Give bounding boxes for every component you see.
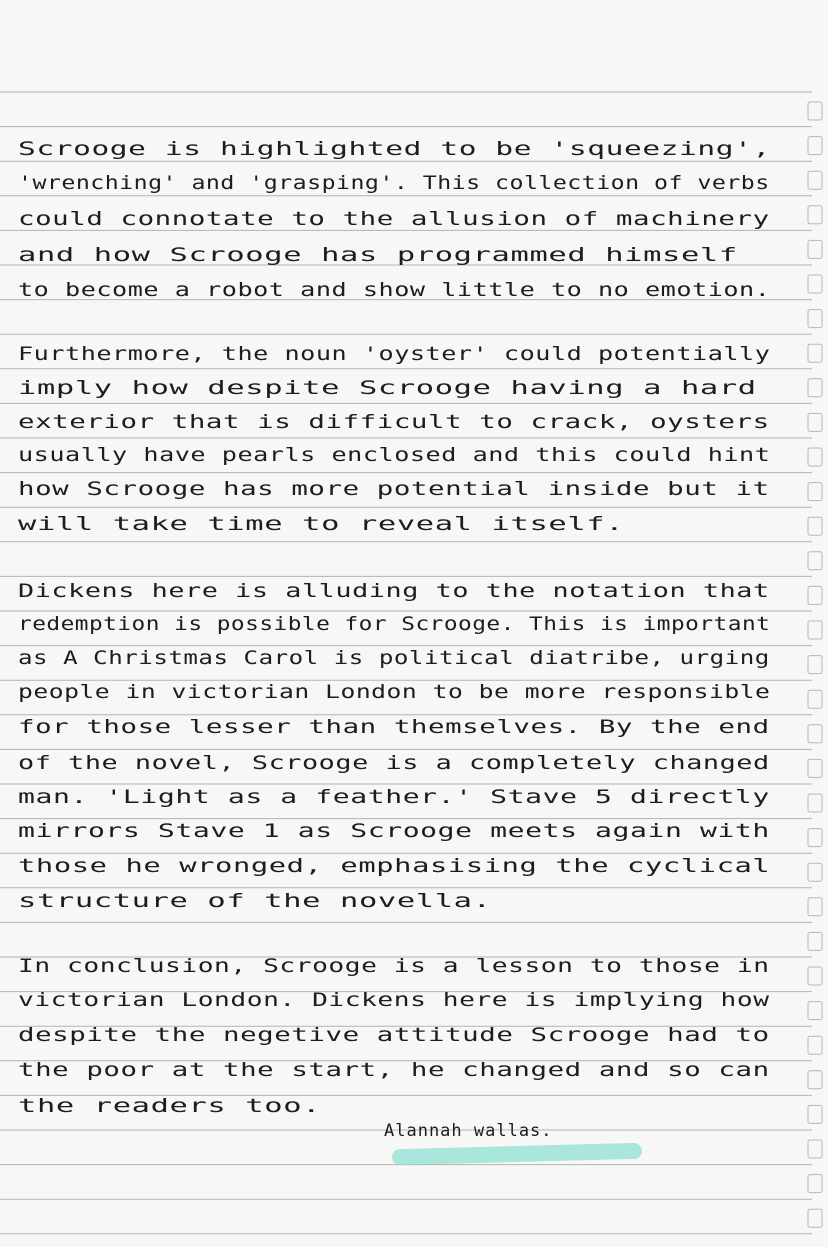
page-tab-mark	[808, 759, 822, 777]
page-tab-mark	[808, 1209, 822, 1227]
page-tab-mark	[808, 829, 822, 847]
page-tab-mark	[808, 310, 822, 328]
essay-line: In conclusion, Scrooge is a lesson to those in	[18, 955, 770, 977]
page-tab-mark	[808, 171, 822, 189]
page-tab-mark	[808, 1071, 822, 1089]
essay-line: and how Scrooge has programmed himself	[18, 244, 738, 266]
essay-line: will take time to reveal itself.	[18, 513, 625, 535]
essay-line: could connotate to the allusion of machinery	[18, 208, 770, 230]
essay-line: of the novel, Scrooge is a completely changed	[18, 752, 770, 774]
page-tab-mark	[808, 517, 822, 535]
essay-line: exterior that is difficult to crack, oysters	[18, 411, 770, 433]
essay-line: redemption is possible for Scrooge. This is important	[18, 613, 771, 635]
essay-line: as A Christmas Carol is political diatribe, urging	[18, 647, 770, 669]
page-tab-mark	[808, 621, 822, 639]
page-tab-mark	[808, 344, 822, 362]
essay-line: the poor at the start, he changed and so can	[18, 1059, 770, 1081]
page-tab-mark	[808, 863, 822, 881]
essay-line: 'wrenching' and 'grasping'. This collection of verbs	[18, 172, 770, 194]
page-tab-mark	[808, 206, 822, 224]
essay-line: Scrooge is highlighted to be 'squeezing',	[18, 138, 771, 160]
essay-line: those he wronged, emphasising the cyclical	[18, 855, 771, 877]
page-tab-mark	[808, 448, 822, 466]
essay-line: despite the negetive attitude Scrooge had to	[18, 1024, 770, 1046]
essay-line: people in victorian London to be more responsible	[18, 681, 771, 703]
essay-line: man. 'Light as a feather.' Stave 5 directly	[18, 786, 770, 808]
page-tab-mark	[808, 932, 822, 950]
essay-line: how Scrooge has more potential inside but it	[18, 478, 770, 500]
page-tab-mark	[808, 1175, 822, 1193]
page-tab-mark	[808, 240, 822, 258]
page-tab-mark	[808, 483, 822, 501]
page-tab-mark	[808, 725, 822, 743]
page-tab-mark	[808, 1002, 822, 1020]
page-tab-mark	[808, 586, 822, 604]
page-tab-mark	[808, 1036, 822, 1054]
essay-line: imply how despite Scrooge having a hard	[18, 377, 757, 399]
essay-line: for those lesser than themselves. By the end	[18, 716, 770, 738]
page-tab-mark	[808, 275, 822, 293]
page-tab-mark	[808, 656, 822, 674]
page-tab-mark	[808, 1140, 822, 1158]
signature: Alannah wallas.	[384, 1121, 553, 1141]
page-tab-mark	[808, 690, 822, 708]
essay-line: Furthermore, the noun 'oyster' could potentially	[18, 343, 771, 365]
essay-line: mirrors Stave 1 as Scrooge meets again with	[18, 820, 770, 842]
essay-line: the readers too.	[18, 1095, 322, 1117]
page-tab-mark	[808, 102, 822, 120]
page-tab-mark	[808, 1105, 822, 1123]
essay-line: Dickens here is alluding to the notation that	[18, 580, 770, 602]
page-tab-mark	[808, 413, 822, 431]
essay-line: structure of the novella.	[18, 890, 492, 912]
essay-line: to become a robot and show little to no emotion.	[18, 279, 771, 301]
page-tab-mark	[808, 898, 822, 916]
essay-line: usually have pearls enclosed and this could hint	[18, 444, 771, 466]
page-tab-mark	[808, 552, 822, 570]
page-tab-mark	[808, 137, 822, 155]
page-tab-mark	[808, 379, 822, 397]
page-tab-mark	[808, 967, 822, 985]
essay-line: victorian London. Dickens here is implying how	[18, 989, 770, 1011]
page-tab-mark	[808, 794, 822, 812]
